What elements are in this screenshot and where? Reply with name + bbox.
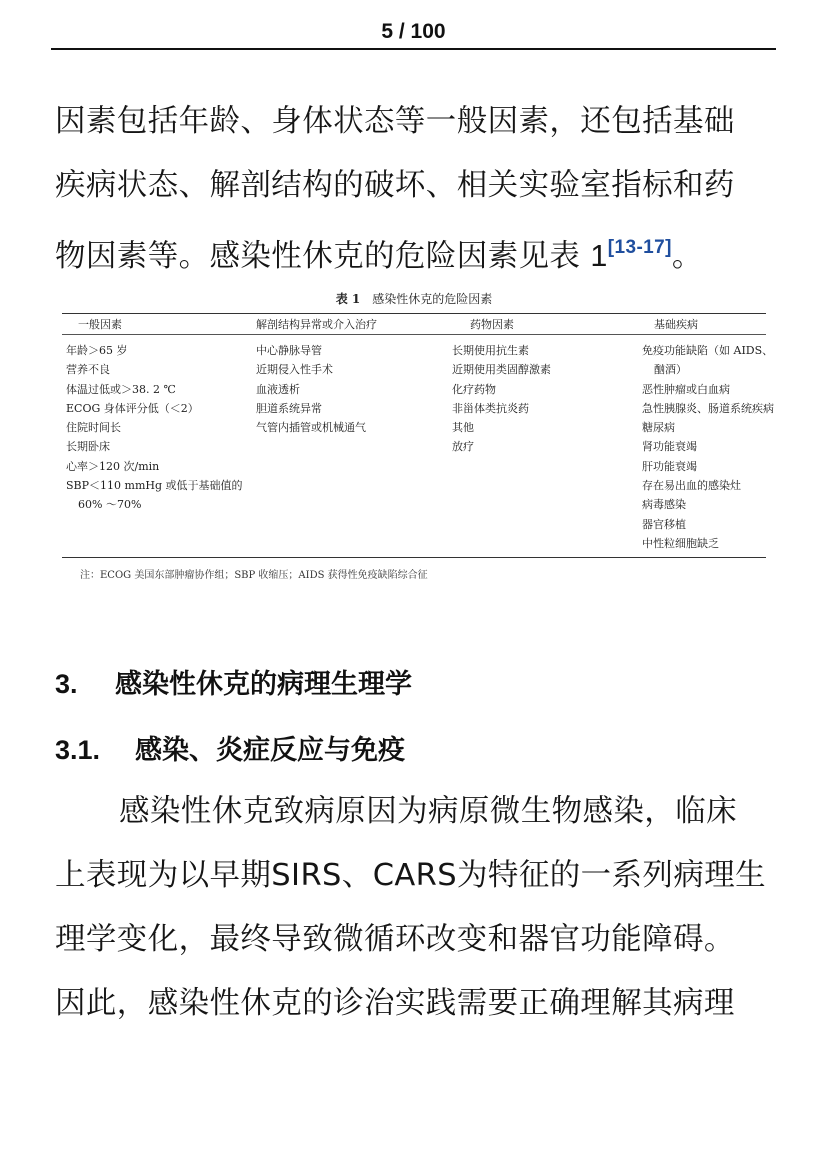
table-cell: 酗酒） — [654, 363, 687, 377]
table-cell: 心率＞120 次/min — [66, 459, 160, 473]
table-note: 注：ECOG 美国东部肿瘤协作组；SBP 收缩压；AIDS 获得性免疫缺陷综合征 — [80, 570, 428, 582]
section-number: 3. — [55, 669, 78, 699]
table-cell: 胆道系统异常 — [256, 401, 322, 415]
section-number: 3.1. — [55, 735, 101, 765]
table-header-cell: 药物因素 — [470, 318, 514, 331]
table-title: 感染性休克的危险因素 — [372, 292, 493, 306]
table-cell: 住院时间长 — [66, 421, 121, 435]
table-cell: 糖尿病 — [642, 421, 675, 435]
paragraph-line-with-citation — [55, 218, 775, 289]
table-cell: 免疫功能缺陷（如 AIDS、 — [642, 344, 774, 357]
paragraph-line-text: 物因素等。感染性休克的危险因素见表 — [55, 239, 581, 275]
table-cell: 存在易出血的感染灶 — [642, 479, 741, 493]
table-reference: 1 — [590, 239, 608, 274]
end-punctuation: 。 — [671, 239, 703, 275]
paragraph-line: 上表现为以早期SIRS、CARS为特征的一系列病理生 — [55, 858, 767, 893]
page-number: 5 / 100 — [381, 20, 446, 43]
citation-link[interactable]: [13-17] — [607, 237, 672, 258]
table-bottom-rule — [62, 557, 766, 558]
table-cell: 放疗 — [452, 440, 474, 454]
table-column-drug — [452, 341, 642, 553]
paragraph-line: 感染性休克致病原因为病原微生物感染，临床 — [119, 794, 737, 829]
table-header-cell: 一般因素 — [78, 318, 122, 331]
table-header-cell: 解剖结构异常或介入治疗 — [256, 318, 377, 331]
table-cell: 长期卧床 — [66, 440, 110, 454]
section-heading-3 — [55, 662, 412, 701]
section-heading-3-1 — [55, 728, 405, 767]
paragraph-line: 理学变化，最终导致微循环改变和器官功能障碍。 — [55, 922, 735, 957]
table-cell: 病毒感染 — [642, 498, 686, 512]
table-cell: 急性胰腺炎、肠道系统疾病 — [642, 401, 774, 415]
table-label: 表 1 — [335, 292, 361, 306]
paragraph-intro — [55, 90, 775, 289]
paragraph-pathophysiology — [55, 780, 775, 1036]
table-cell: 长期使用抗生素 — [452, 344, 529, 357]
table-cell: 中性粒细胞缺乏 — [642, 536, 719, 550]
paragraph-line: 因素包括年龄、身体状态等一般因素，还包括基础 — [55, 104, 735, 139]
table-cell: 60% ～70% — [78, 498, 142, 512]
table-cell: 血液透析 — [256, 382, 300, 396]
table-cell: 肝功能衰竭 — [642, 459, 697, 473]
table-cell: 营养不良 — [66, 363, 110, 377]
risk-factor-table — [62, 290, 774, 582]
table-cell: 器官移植 — [642, 517, 686, 531]
table-cell: 其他 — [452, 421, 474, 435]
paragraph-line: 疾病状态、解剖结构的破坏、相关实验室指标和药 — [55, 168, 735, 203]
table-column-disease — [642, 341, 774, 553]
table-cell: 近期侵入性手术 — [256, 363, 333, 377]
table-column-general — [62, 341, 256, 553]
table-cell: ECOG 身体评分低（＜2） — [66, 401, 199, 415]
table-cell: 体温过低或＞38. 2 ℃ — [66, 382, 176, 396]
table-cell: 肾功能衰竭 — [642, 440, 697, 454]
table-caption — [62, 290, 766, 307]
table-header-cell: 基础疾病 — [654, 318, 698, 331]
table-cell: 中心静脉导管 — [256, 344, 322, 357]
table-column-anatomical — [256, 341, 452, 553]
table-cell: 气管内插管或机械通气 — [256, 421, 366, 435]
table-body — [62, 335, 774, 557]
table-cell: 化疗药物 — [452, 382, 496, 396]
table-cell: 近期使用类固醇激素 — [452, 363, 551, 377]
paragraph-line: 因此，感染性休克的诊治实践需要正确理解其病理 — [55, 986, 735, 1021]
table-cell: 非甾体类抗炎药 — [452, 401, 529, 415]
section-title: 感染、炎症反应与免疫 — [135, 735, 405, 766]
table-cell: SBP＜110 mmHg 或低于基础值的 — [66, 479, 243, 493]
section-title: 感染性休克的病理生理学 — [115, 669, 412, 700]
table-cell: 恶性肿瘤或白血病 — [642, 382, 730, 396]
table-cell: 年龄＞65 岁 — [66, 344, 128, 357]
table-header-row — [62, 314, 766, 334]
header-rule — [51, 48, 776, 50]
